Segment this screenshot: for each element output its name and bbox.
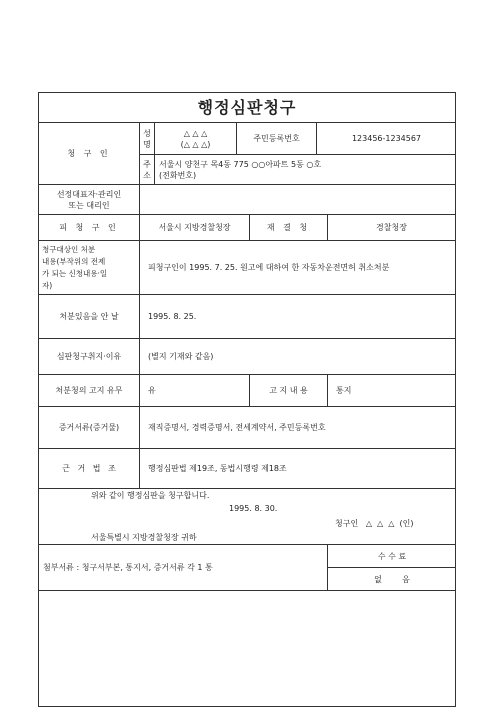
legal-basis-label: 근 거 법 조 [62,464,116,473]
evidence-value: 재직증명서, 경력증명서, 전세계약서, 주민등록번호 [139,407,455,448]
subject-row [39,241,455,295]
claimant-label: 청 구 인 [67,149,111,158]
claimant-name-subrow [140,123,456,155]
notice-date-label: 처분있음을 안 날 [59,312,119,321]
legal-basis-row [39,449,455,489]
declaration-row [39,489,455,545]
respondent-row [39,215,455,241]
id-label: 주민등록번호 [236,123,316,154]
legal-basis-value: 행정심판법 제19조, 동법시행령 제18조 [139,449,455,488]
evidence-row [39,407,455,449]
notification-content-label: 고 지 내 용 [249,375,327,406]
purpose-value: (별지 기재와 같음) [139,339,455,374]
declaration-date: 1995. 8. 30. [229,504,278,513]
claimant-row [39,123,455,185]
name-label: 성 명 [143,128,151,149]
attachments-row [39,545,455,591]
fee-box [327,545,456,590]
notification-label: 처분청의 고지 유무 [55,386,123,395]
id-value: 123456-1234567 [316,123,456,154]
address-value: 서울시 양천구 목4동 775 ○○아파트 5동 ○호 (전화번호) [154,155,456,185]
subject-value: 피청구인이 1995. 7. 25. 원고에 대하여 한 자동차운전면허 취소처분 [139,241,455,294]
representative-value [139,185,455,214]
fee-value: 없 음 [374,574,410,584]
notification-value: 유 [139,375,249,406]
form-title: 행정심판청구 [197,98,297,117]
title-row [39,93,455,123]
evidence-label: 증거서류(증거물) [58,423,120,432]
notice-date-row [39,295,455,339]
attachments-text: 첨부서류 : 청구서부본, 통지서, 증거서류 각 1 통 [43,563,213,572]
purpose-row [39,339,455,375]
claimant-address-subrow [140,155,456,185]
representative-label: 선정대표자·관리인 또는 대리인 [56,189,122,210]
declaration-addressee: 서울특별시 지방경찰청장 귀하 [91,533,197,542]
respondent-value: 서울시 지방경찰청장 [139,215,249,240]
respondent-label: 피 청 구 인 [59,223,119,232]
claimant-details [139,123,456,185]
appeal-form [38,92,456,707]
notification-content-value: 통지 [327,375,455,406]
decision-authority-label: 재 결 청 [249,215,327,240]
notification-row [39,375,455,407]
representative-row [39,185,455,215]
declaration-signer: 청구인 △ △ △ (인) [335,519,414,528]
notice-date-value: 1995. 8. 25. [139,295,455,338]
decision-authority-value: 경찰청장 [327,215,455,240]
subject-label: 청구대상인 처분 내용(부작위의 전제 가 되는 신청내용·일 자) [42,244,108,290]
declaration-statement: 위와 같이 행정심판을 청구합니다. [91,491,210,500]
address-label: 주 소 [143,160,151,180]
fee-label: 수 수 료 [328,545,456,568]
purpose-label: 심판청구취지·이유 [56,352,122,361]
name-value: △ △ △ (△ △ △) [154,123,236,154]
